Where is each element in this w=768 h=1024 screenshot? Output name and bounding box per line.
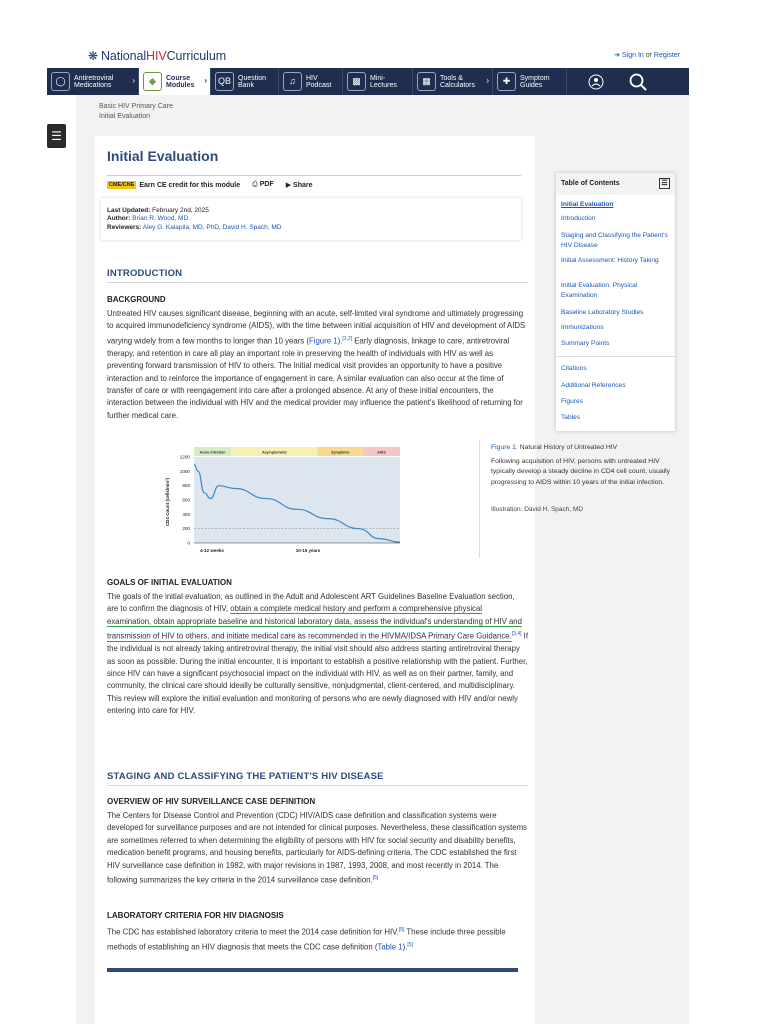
nav-label-line1: Symptom — [520, 74, 550, 82]
modules-icon: ◈ — [143, 72, 162, 91]
nav-question-bank[interactable] — [211, 68, 279, 95]
paragraph-background — [107, 308, 528, 422]
nav-label-line1: Mini- — [370, 74, 386, 82]
nav-label — [440, 75, 475, 89]
citation-link[interactable]: [5] — [398, 927, 405, 933]
toc-item-immunizations[interactable]: Immunizations — [561, 324, 604, 331]
toc-item-staging[interactable]: Staging and Classifying the Patient's HIV Disease — [561, 232, 668, 249]
toc-divider — [556, 356, 675, 357]
logo-text-hiv: HIV — [146, 49, 167, 63]
user-icon — [588, 74, 604, 90]
nav-antiretroviral-medications[interactable] — [47, 68, 139, 95]
sign-in-icon: ➜ — [614, 52, 621, 59]
action-row — [107, 181, 313, 189]
breadcrumb-module[interactable]: Basic HIV Primary Care — [99, 103, 173, 110]
nav-symptom-guides[interactable] — [493, 68, 567, 95]
text-run: If the individual is not already taking antiretroviral therapy, the initial visit should also address starting antiretroviral therapy as soon as possible. During the initial encounter, it is important to establish a positive relationship with the patient. Further, since HIV can have a significant psychosocial impact on the individual with HIV, as well as on their partner, family, and community, the clinical care should ideally be culturally sensitive, nonjudgmental, client-centered, and multidisciplinary. This review will explore the initial evaluation and monitoring of persons who are newly diagnosed with HIV and/or newly entering into care for HIV. — [107, 631, 528, 716]
pdf-label: PDF — [259, 181, 274, 188]
nav-label — [166, 75, 194, 89]
headphones-icon: ♫ — [283, 72, 302, 91]
nav-label-line2: Podcast — [306, 81, 332, 89]
article-meta — [101, 198, 521, 240]
author-label: Author: — [107, 215, 131, 223]
nav-label-line2: Medications — [74, 81, 112, 89]
text-run: These include three possible methods of establishing an HIV diagnosis that meets the CDC case definition ( — [107, 927, 506, 952]
chevron-right-icon: › — [132, 76, 135, 85]
updated-value: February 2nd, 2025 — [152, 207, 209, 214]
toc-item-figures[interactable]: Figures — [561, 398, 583, 405]
nav-course-modules[interactable] — [139, 68, 211, 95]
text-run: The Centers for Disease Control and Prevention (CDC) HIV/AIDS case definition and classification systems were developed for surveillance purposes and are not intended for clinical purposes. Nevertheless, these classification systems are sometimes referred to when determining the eligibility of persons with HIV for social security and disability benefits, medication benefit programs, and housing benefits, particularly for AIDS-defining criteria. The CDC established the first HIV surveillance case definition in 1982, with major revisions in 1987, 1993, 2008, and most recently in 2014. The following summarizes the key criteria in the 2014 surveillance case definition. — [107, 811, 527, 885]
paragraph-lab-criteria — [107, 924, 528, 954]
earn-ce-link[interactable]: Earn CE credit for this module — [139, 181, 241, 189]
main-nav — [47, 68, 689, 95]
nav-label-line2: Guides — [520, 81, 543, 89]
table-header-bar — [107, 968, 518, 972]
sign-in-link[interactable]: Sign In — [621, 52, 644, 59]
y-tick-label: 600 — [182, 497, 190, 503]
logo-star-icon: ❋ — [88, 49, 98, 63]
meta-updated — [107, 207, 515, 215]
text-run: ). — [402, 942, 408, 952]
section-divider — [107, 282, 528, 283]
or-text: or — [645, 52, 652, 59]
citation-link[interactable]: [3,4] — [511, 631, 522, 638]
print-icon: ⎙ — [252, 181, 258, 188]
phase-label: AIDS — [377, 450, 386, 455]
toc-item-initial-evaluation[interactable]: Initial Evaluation — [561, 201, 614, 208]
hamburger-icon: ☰ — [51, 129, 62, 143]
x-axis-label-early: 4-12 weeks — [200, 548, 224, 553]
nav-label — [520, 75, 550, 89]
updated-label: Last Updated: — [107, 207, 151, 214]
nav-label-line2: Calculators — [440, 81, 476, 89]
top-header — [0, 0, 768, 68]
nav-label-line1: Tools & — [440, 74, 463, 82]
y-tick-label: 0 — [187, 540, 190, 546]
plot-area — [194, 457, 400, 543]
breadcrumb — [99, 102, 173, 121]
calculator-icon: ▦ — [417, 72, 436, 91]
nav-mini-lectures[interactable] — [343, 68, 413, 95]
caption-title — [491, 443, 671, 454]
site-logo[interactable] — [88, 49, 226, 63]
paragraph-surveillance — [107, 810, 528, 887]
logo-text-curriculum: Curriculum — [166, 49, 227, 63]
toc-item-summary-points[interactable]: Summary Points — [561, 340, 610, 347]
phase-label: Symptoms — [331, 450, 350, 455]
toc-item-physical-exam[interactable]: Initial Evaluation: Physical Examination — [561, 282, 638, 299]
qb-icon: QB — [215, 72, 234, 91]
chevron-right-icon: › — [204, 76, 207, 85]
x-axis-label-late: 10-15 years — [295, 548, 321, 553]
symptom-icon: ✚ — [497, 72, 516, 91]
text-run: Untreated HIV causes significant disease, beginning with an acute, self-limited viral syndrome and ultimately progressing to acquired immunodeficiency syndrome (AIDS), with the time between initial acquisition of HIV and development of AIDS varying widely from a few months to longer than 10 years ( — [107, 309, 526, 346]
phase-label: Acute Infection — [199, 450, 226, 455]
section-divider — [107, 785, 528, 786]
nav-label — [370, 75, 397, 89]
subheading-lab-criteria: LABORATORY CRITERIA FOR HIV DIAGNOSIS — [107, 911, 284, 920]
subheading-goals: GOALS OF INITIAL EVALUATION — [107, 578, 232, 587]
highlighted-text[interactable]: obtain a complete medical history and perform a comprehensive physical examination, obtain appropriate baseline and historical laboratory data, assess the individual's understanding of HIV and transmission of HIV to others, and initiate medical care as recommended in the HIVMA/IDSA Primary Care Guidance. — [107, 604, 522, 641]
paragraph-goals — [107, 591, 528, 718]
subheading-background: BACKGROUND — [107, 295, 166, 304]
nav-label-line2: Bank — [238, 81, 254, 89]
chevron-right-icon: › — [486, 76, 489, 85]
y-axis-ticks — [180, 455, 191, 546]
figure-title: Natural History of Untreated HIV — [517, 444, 618, 451]
reviewers-link[interactable]: Aley G. Kalapila, MD, PhD, David H. Spach, MD — [142, 223, 282, 231]
text-run: Early diagnosis, linkage to care, antiretroviral therapy, and retention in care all play an important role in preserving the health of individuals with HIV as well as preventing forward transmission of HIV to others. The initial medical visit provides an opportunity to have a positive interaction and to reinforce the importance of engagement in care. A similar evaluation can also occur at the time of transfer of care or with reengagement into care after a prolonged absence. At any of these initial encounters, the interaction between the individual with HIV and the medical provider may influence the patient's likelihood of returning for further medical care. — [107, 336, 523, 420]
nav-label-line1: Antiretroviral — [74, 74, 114, 82]
nav-label-line1: Question — [238, 74, 267, 82]
auth-links — [614, 51, 680, 59]
phase-label: Asymptomatic — [261, 450, 287, 455]
text-run: The CDC has established laboratory criteria to meet the 2014 case definition for HIV. — [107, 927, 399, 937]
table-of-contents — [556, 173, 675, 431]
figure-credit: Illustration: David H. Spach, MD — [491, 506, 584, 513]
title-divider — [107, 175, 521, 176]
search-icon — [628, 72, 648, 92]
text-run: The goals of the initial evaluation, as outlined in the Adult and Adolescent ART Guidelines Baseline Evaluation section, are to confirm the diagnosis of HIV, — [107, 592, 515, 614]
meta-author — [107, 215, 515, 223]
figure-1[interactable] — [160, 440, 480, 558]
toc-item-citations[interactable]: Citations — [561, 365, 587, 372]
nav-user-area[interactable] — [567, 68, 624, 95]
toc-title: Table of Contents — [561, 180, 620, 187]
toc-item-additional-references[interactable]: Additional References — [561, 382, 626, 389]
lecture-icon: ▩ — [347, 72, 366, 91]
nav-label-line1: HIV — [306, 74, 318, 82]
logo-text-national: National — [100, 49, 147, 63]
toc-item-tables[interactable]: Tables — [561, 414, 581, 421]
citation-link[interactable]: [5] — [407, 942, 413, 948]
section-heading-introduction: INTRODUCTION — [107, 268, 183, 279]
page-title: Initial Evaluation — [107, 148, 219, 164]
cd4-chart — [160, 440, 480, 558]
nav-label-line2: Lectures — [370, 81, 397, 89]
y-tick-label: 800 — [182, 483, 190, 489]
nav-tools-calculators[interactable] — [413, 68, 493, 95]
figure-label-link[interactable]: Figure 1. — [491, 444, 518, 451]
reviewers-label: Reviewers: — [107, 223, 142, 231]
nav-label-line1: Course — [166, 74, 191, 82]
y-tick-label: 200 — [182, 526, 190, 532]
y-axis-label: CD4 Count (cells/mm³) — [165, 477, 170, 527]
nav-label-line2: Modules — [166, 81, 195, 89]
share-icon: ▶ — [285, 182, 292, 189]
toc-item-introduction[interactable]: Introduction — [561, 215, 596, 222]
subheading-surveillance: OVERVIEW OF HIV SURVEILLANCE CASE DEFINITION — [107, 797, 316, 806]
author-link[interactable]: Brian R. Wood, MD — [132, 215, 189, 223]
register-link[interactable]: Register — [653, 52, 680, 59]
phase-bands — [194, 447, 400, 456]
share-label: Share — [293, 182, 313, 189]
y-tick-label: 1200 — [179, 454, 190, 460]
section-heading-staging: STAGING AND CLASSIFYING THE PATIENT'S HIV DISEASE — [107, 771, 384, 782]
toc-header — [556, 173, 675, 195]
nav-search-button[interactable] — [624, 68, 651, 95]
text-run: ). — [337, 336, 343, 346]
toc-item-history-taking[interactable]: Initial Assessment: History Taking — [561, 257, 659, 264]
citation-link[interactable]: [1,2] — [342, 335, 353, 342]
citation-link[interactable]: [5] — [372, 875, 379, 882]
module-menu-button[interactable] — [47, 124, 66, 148]
figure-caption-text: Following acquisition of HIV, persons with untreated HIV typically develop a steady decline in CD4 cell count, usually progressing to AIDS within 10 years of the initial infection. — [491, 457, 671, 486]
table-1-link[interactable]: Table 1 — [377, 942, 403, 952]
y-tick-label: 400 — [182, 511, 190, 517]
figure-1-caption — [491, 443, 671, 488]
toc-list-icon[interactable]: ☰ — [659, 178, 670, 189]
nav-hiv-podcast[interactable] — [279, 68, 343, 95]
pills-icon: ◯ — [51, 72, 70, 91]
share-button[interactable] — [286, 181, 313, 189]
nav-label — [238, 75, 266, 89]
meta-reviewers — [107, 224, 515, 232]
cme-badge: CME/CNE — [109, 182, 135, 188]
pdf-button[interactable] — [252, 181, 274, 189]
breadcrumb-lesson[interactable]: Initial Evaluation — [99, 112, 150, 120]
toc-item-baseline-labs[interactable]: Baseline Laboratory Studies — [561, 309, 644, 316]
y-tick-label: 1000 — [179, 468, 190, 474]
nav-label — [74, 75, 113, 89]
figure-1-link[interactable]: Figure 1 — [308, 336, 338, 346]
nav-label — [306, 75, 331, 89]
